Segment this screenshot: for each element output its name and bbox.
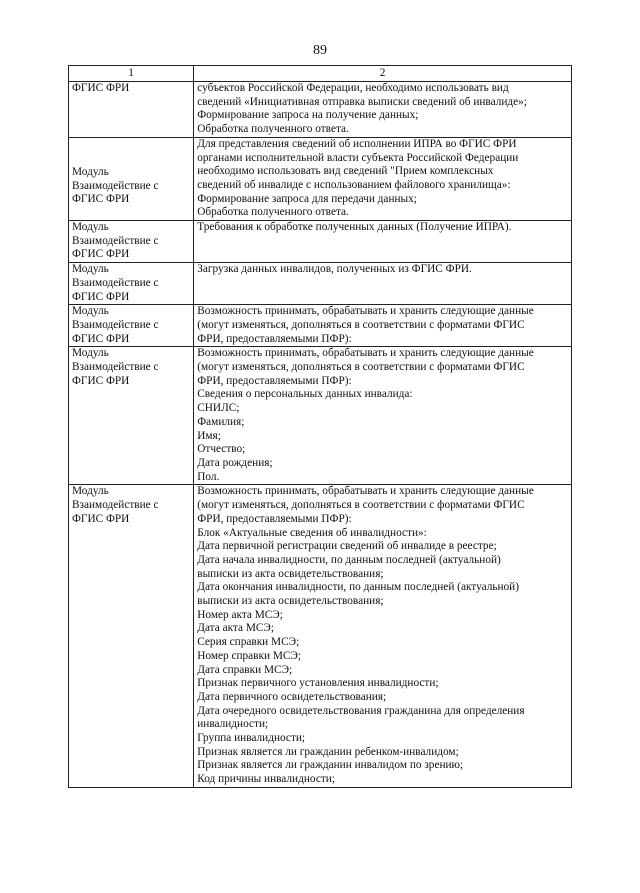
module-cell xyxy=(69,305,194,347)
module-cell xyxy=(69,263,194,305)
module-cell-line: Взаимодействие с xyxy=(72,276,159,289)
table-row xyxy=(69,82,572,138)
description-line: Формирование запроса на получение данных; xyxy=(197,109,419,122)
description-line: (могут изменяться, дополняться в соответствии с форматами ФГИС xyxy=(197,499,525,512)
description-line: Возможность принимать, обрабатывать и хранить следующие данные xyxy=(197,485,534,498)
description-line: (могут изменяться, дополняться в соответствии с форматами ФГИС xyxy=(197,361,525,374)
description-line: Признак является ли гражданин ребенком-инвалидом; xyxy=(197,745,459,758)
description-line: Серия справки МСЭ; xyxy=(197,636,300,649)
description-cell xyxy=(194,485,572,787)
module-cell-line: Взаимодействие с xyxy=(72,234,159,247)
module-cell-line: Модуль xyxy=(72,347,109,360)
description-line: инвалидности; xyxy=(197,718,269,731)
table-body xyxy=(69,82,572,788)
module-cell-line: ФГИС ФРИ xyxy=(72,248,130,261)
module-cell-line: Взаимодействие с xyxy=(72,179,159,192)
description-line: Обработка полученного ответа. xyxy=(197,123,349,136)
column-header-2: 2 xyxy=(194,66,572,82)
page-number: 89 xyxy=(313,43,327,58)
module-cell xyxy=(69,347,194,485)
description-cell xyxy=(194,263,572,305)
module-cell-line: ФГИС ФРИ xyxy=(72,332,130,345)
description-line: Дата справки МСЭ; xyxy=(197,663,293,676)
description-line: субъектов Российской Федерации, необходимо использовать вид xyxy=(197,82,509,94)
description-cell xyxy=(194,137,572,220)
description-line: Загрузка данных инвалидов, полученных из ФГИС ФРИ. xyxy=(197,263,472,276)
description-line: сведений об инвалиде с использованием файлового хранилища»: xyxy=(197,178,511,191)
requirements-table xyxy=(68,65,572,788)
description-line: Отчество; xyxy=(197,443,246,456)
description-line: Имя; xyxy=(197,429,221,442)
module-cell xyxy=(69,221,194,263)
module-cell-line: Модуль xyxy=(72,165,109,178)
description-line: Дата очередного освидетельствования гражданина для определения xyxy=(197,704,525,717)
description-cell xyxy=(194,221,572,263)
description-line: сведений «Инициативная отправка выписки сведений об инвалиде»; xyxy=(197,95,527,108)
module-cell xyxy=(69,485,194,787)
module-cell-line: Взаимодействие с xyxy=(72,318,159,331)
description-line: Сведения о персональных данных инвалида: xyxy=(197,388,413,401)
description-line: Признак является ли гражданин инвалидом по зрению; xyxy=(197,759,464,772)
description-line: Признак первичного установления инвалидности; xyxy=(197,677,439,690)
module-cell xyxy=(69,82,194,138)
description-line: ФРИ, предоставляемыми ПФР): xyxy=(197,332,352,345)
module-cell-line: Взаимодействие с xyxy=(72,361,159,374)
module-cell-line: Модуль xyxy=(72,221,109,234)
description-line: выписки из акта освидетельствования; xyxy=(197,595,384,608)
description-line: Фамилия; xyxy=(197,415,245,428)
table-row xyxy=(69,485,572,787)
description-line: Формирование запроса для передачи данных; xyxy=(197,192,417,205)
description-line: Пол. xyxy=(197,470,220,483)
description-line: Обработка полученного ответа. xyxy=(197,206,349,219)
module-cell xyxy=(69,137,194,220)
description-line: ФРИ, предоставляемыми ПФР): xyxy=(197,374,352,387)
description-line: Дата первичной регистрации сведений об инвалиде в реестре; xyxy=(197,540,497,553)
column-header-1: 1 xyxy=(69,66,194,82)
description-line: Для представления сведений об исполнении ИПРА во ФГИС ФРИ xyxy=(197,137,517,150)
description-line: органами исполнительной власти субъекта Российской Федерации xyxy=(197,151,519,164)
description-line: Возможность принимать, обрабатывать и хранить следующие данные xyxy=(197,305,534,318)
description-line: Дата окончания инвалидности, по данным последней (актуальной) xyxy=(197,581,519,594)
module-cell-line: ФГИС ФРИ xyxy=(72,374,130,387)
module-cell-line: ФГИС ФРИ xyxy=(72,290,130,303)
description-line: Дата рождения; xyxy=(197,456,273,469)
description-line: Дата акта МСЭ; xyxy=(197,622,275,635)
description-line: Дата начала инвалидности, по данным последней (актуальной) xyxy=(197,553,501,566)
description-cell xyxy=(194,82,572,138)
table-row xyxy=(69,347,572,485)
description-line: необходимо использовать вид сведений "Прием комплексных xyxy=(197,165,494,178)
module-cell-line: ФГИС ФРИ xyxy=(72,82,130,94)
description-line: выписки из акта освидетельствования; xyxy=(197,567,384,580)
description-cell xyxy=(194,347,572,485)
table-row xyxy=(69,263,572,305)
module-cell-line: Модуль xyxy=(72,305,109,318)
description-line: Блок «Актуальные сведения об инвалидности»: xyxy=(197,526,427,539)
table-header-row xyxy=(69,66,572,82)
module-cell-line: Взаимодействие с xyxy=(72,499,159,512)
description-line: Требования к обработке полученных данных (Получение ИПРА). xyxy=(197,221,512,234)
description-line: Номер акта МСЭ; xyxy=(197,608,283,621)
module-cell-line: ФГИС ФРИ xyxy=(72,512,130,525)
table-row xyxy=(69,137,572,220)
description-line: ФРИ, предоставляемыми ПФР): xyxy=(197,512,352,525)
table-row xyxy=(69,221,572,263)
description-line: Группа инвалидности; xyxy=(197,732,306,745)
description-line: Код причины инвалидности; xyxy=(197,773,335,786)
module-cell-line: Модуль xyxy=(72,263,109,276)
description-line: СНИЛС; xyxy=(197,402,240,415)
description-line: Возможность принимать, обрабатывать и хранить следующие данные xyxy=(197,347,534,360)
table-row xyxy=(69,305,572,347)
module-cell-line: Модуль xyxy=(72,485,109,498)
description-line: (могут изменяться, дополняться в соответствии с форматами ФГИС xyxy=(197,318,525,331)
module-cell-line: ФГИС ФРИ xyxy=(72,193,130,206)
description-line: Номер справки МСЭ; xyxy=(197,649,302,662)
description-cell xyxy=(194,305,572,347)
description-line: Дата первичного освидетельствования; xyxy=(197,690,387,703)
